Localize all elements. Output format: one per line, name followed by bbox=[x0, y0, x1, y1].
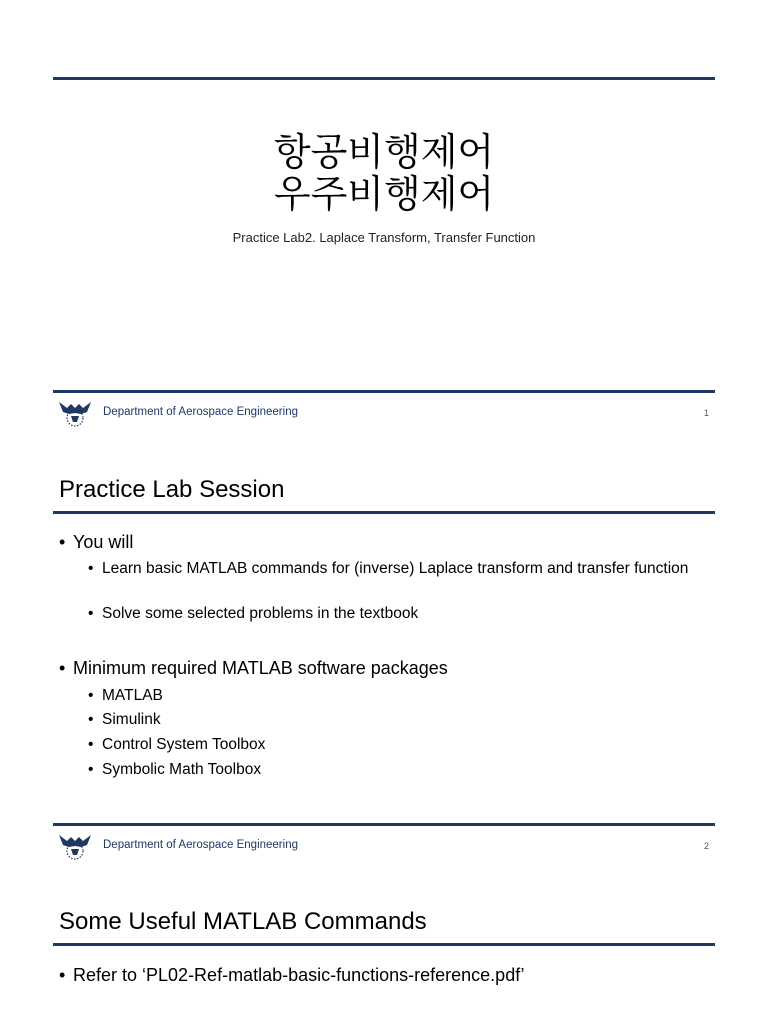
bullet-text: Control System Toolbox bbox=[102, 736, 266, 753]
bullet-text: You will bbox=[73, 532, 134, 552]
slide1-title-line2: 우주비행제어 bbox=[273, 172, 495, 216]
slide3-title-rule bbox=[53, 943, 715, 946]
slide2-sub-bullet: • Control System Toolbox bbox=[88, 736, 266, 753]
footer-department: Department of Aerospace Engineering bbox=[103, 839, 298, 851]
slide2-title: Practice Lab Session bbox=[59, 476, 285, 503]
eagle-emblem-icon bbox=[57, 394, 93, 430]
slide1-footer-rule bbox=[53, 390, 715, 393]
bullet-text: Refer to ‘PL02-Ref-matlab-basic-functions-reference.pdf’ bbox=[73, 965, 525, 985]
slide2-sub-bullet: • Learn basic MATLAB commands for (inverse) Laplace transform and transfer function bbox=[88, 559, 698, 579]
slide3-title: Some Useful MATLAB Commands bbox=[59, 908, 427, 935]
slide2-bullet-2: • Minimum required MATLAB software packages bbox=[59, 658, 448, 678]
slide1-footer bbox=[53, 394, 715, 430]
slide3-bullet-1: • Refer to ‘PL02-Ref-matlab-basic-functions-reference.pdf’ bbox=[59, 965, 525, 985]
slide2-sub-bullet: • Simulink bbox=[88, 711, 161, 728]
slide2-sub-bullet: • Symbolic Math Toolbox bbox=[88, 761, 262, 778]
slide2-footer-rule bbox=[53, 823, 715, 826]
slide2-sub-bullet: • MATLAB bbox=[88, 687, 163, 704]
footer-department: Department of Aerospace Engineering bbox=[103, 406, 298, 418]
slide1-subtitle: Practice Lab2. Laplace Transform, Transfer Function bbox=[232, 230, 536, 245]
bullet-text: Symbolic Math Toolbox bbox=[102, 761, 262, 778]
eagle-emblem-icon bbox=[57, 827, 93, 863]
slide2-title-rule bbox=[53, 511, 715, 514]
slide1-title-line1: 항공비행제어 bbox=[273, 130, 495, 174]
page-number: 1 bbox=[703, 408, 709, 418]
slide2-sub-bullet: • Solve some selected problems in the textbook bbox=[88, 605, 419, 622]
bullet-text: Learn basic MATLAB commands for (inverse) Laplace transform and transfer function bbox=[102, 560, 689, 577]
slide1-top-rule bbox=[53, 77, 715, 80]
bullet-text: Minimum required MATLAB software packages bbox=[73, 658, 448, 678]
bullet-text: MATLAB bbox=[102, 687, 163, 704]
slide2-bullet-1: • You will bbox=[59, 532, 134, 552]
slide2-footer bbox=[53, 827, 715, 863]
page-number: 2 bbox=[703, 841, 709, 851]
bullet-text: Solve some selected problems in the textbook bbox=[102, 605, 419, 622]
bullet-text: Simulink bbox=[102, 711, 161, 728]
